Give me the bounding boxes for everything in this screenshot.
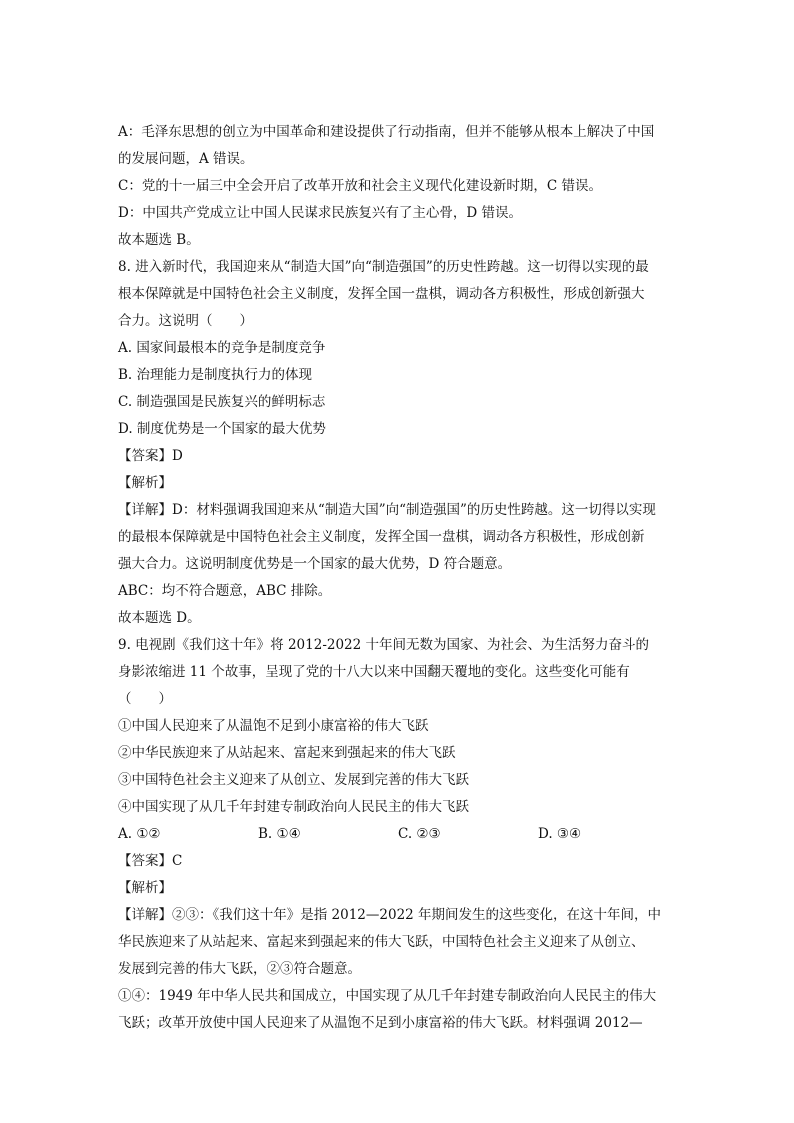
option-b: B. ①④	[258, 826, 301, 842]
explanation-line: 飞跃；改革开放使中国人民迎来了从温饱不足到小康富裕的伟大飞跃。材料强调 2012—	[118, 1015, 643, 1031]
text-line: A：毛泽东思想的创立为中国革命和建设提供了行动指南，但并不能够从根本上解决了中国	[118, 124, 655, 140]
question-9-stem: （ ）	[118, 691, 172, 707]
explanation-line: 【详解】②③：《我们这十年》是指 2012—2022 年期间发生的这些变化，在这十年间，中	[118, 907, 662, 923]
explanation-line: ①④：1949 年中华人民共和国成立，中国实现了从几千年封建专制政治向人民民主的伟大	[118, 988, 657, 1004]
question-8-stem: 8. 进入新时代，我国迎来从“制造大国”向“制造强国”的历史性跨越。这一切得以实现的最	[118, 259, 649, 275]
option-c: C. ②③	[398, 826, 441, 842]
explanation-line: 发展到完善的伟大飞跃，②③符合题意。	[118, 961, 361, 977]
question-8-option-c: C. 制造强国是民族复兴的鲜明标志	[118, 394, 326, 410]
text-line: 的发展问题，A 错误。	[118, 151, 254, 167]
question-9-item-1: ①中国人民迎来了从温饱不足到小康富裕的伟大飞跃	[118, 718, 429, 734]
explanation-line: 【详解】D：材料强调我国迎来从“制造大国”向“制造强国”的历史性跨越。这一切得以实现	[118, 502, 656, 518]
question-8-stem: 根本保障就是中国特色社会主义制度，发挥全国一盘棋，调动各方积极性，形成创新强大	[118, 286, 645, 302]
question-9-options	[118, 824, 678, 844]
explanation-line: 强大合力。这说明制度优势是一个国家的最大优势，D 符合题意。	[118, 556, 512, 572]
text-line: C：党的十一届三中全会开启了改革开放和社会主义现代化建设新时期，C 错误。	[118, 178, 602, 194]
question-9-stem: 身影浓缩进 11 个故事，呈现了党的十八大以来中国翻天覆地的变化。这些变化可能有	[118, 664, 630, 680]
question-8-option-b: B. 治理能力是制度执行力的体现	[118, 367, 313, 383]
question-8-stem: 合力。这说明（ ）	[118, 313, 253, 329]
analysis-label: 【解析】	[118, 475, 172, 491]
question-9-item-4: ④中国实现了从几千年封建专制政治向人民民主的伟大飞跃	[118, 799, 469, 815]
question-9-stem: 9. 电视剧《我们这十年》将 2012-2022 十年间无数为国家、为社会、为生活努力奋斗的	[118, 637, 650, 653]
question-8-option-d: D. 制度优势是一个国家的最大优势	[118, 421, 326, 437]
question-9-item-3: ③中国特色社会主义迎来了从创立、发展到完善的伟大飞跃	[118, 772, 469, 788]
explanation-line: 故本题选 D。	[118, 610, 201, 626]
answer-label: 【答案】D	[118, 448, 183, 464]
text-line: 故本题选 B。	[118, 232, 200, 248]
question-8-option-a: A. 国家间最根本的竞争是制度竞争	[118, 340, 326, 356]
option-a: A. ①②	[118, 826, 161, 842]
question-9-item-2: ②中华民族迎来了从站起来、富起来到强起来的伟大飞跃	[118, 745, 456, 761]
explanation-line: 的最根本保障就是中国特色社会主义制度，发挥全国一盘棋，调动各方积极性，形成创新	[118, 529, 645, 545]
text-line: D：中国共产党成立让中国人民谋求民族复兴有了主心骨，D 错误。	[118, 205, 522, 221]
analysis-label: 【解析】	[118, 880, 172, 896]
option-d: D. ③④	[538, 826, 582, 842]
answer-label: 【答案】C	[118, 853, 183, 869]
explanation-line: ABC：均不符合题意，ABC 排除。	[118, 583, 332, 599]
explanation-line: 华民族迎来了从站起来、富起来到强起来的伟大飞跃，中国特色社会主义迎来了从创立、	[118, 934, 645, 950]
